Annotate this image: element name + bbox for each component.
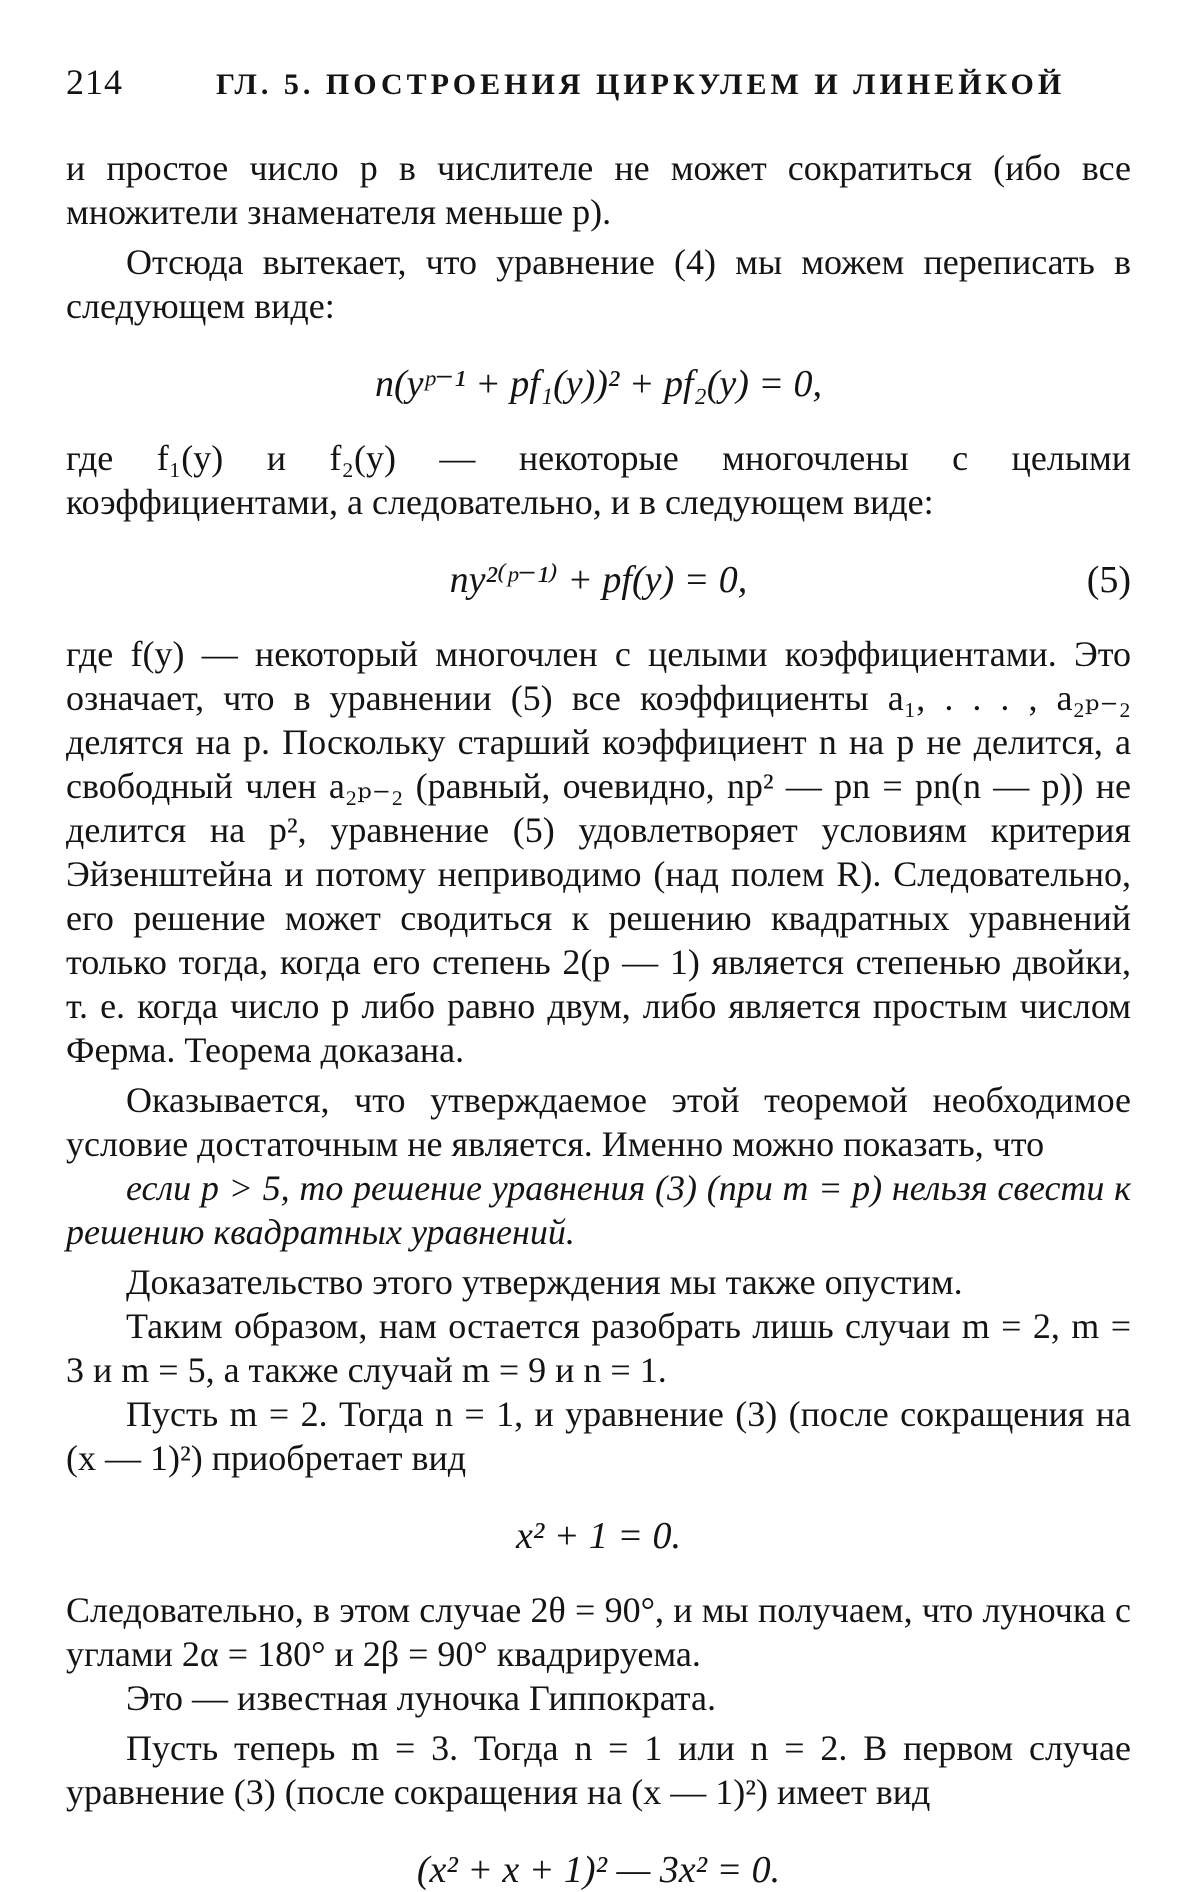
- paragraph-10: Следовательно, в этом случае 2θ = 90°, и мы получаем, что луночка с углами 2α = 180° и 2β = 90° квадрируема.: [66, 1590, 1131, 1674]
- paragraph-6-italic-statement: если p > 5, то решение уравнения (3) (при m = p) нельзя свести к решению квадратных уравнений.: [66, 1168, 1131, 1252]
- paragraph-8: Таким образом, нам остается разобрать лишь случаи m = 2, m = 3 и m = 5, а также случай m = 9 и n = 1.: [66, 1306, 1131, 1390]
- paragraph-7: Доказательство этого утверждения мы также опустим.: [126, 1262, 963, 1302]
- paragraph-11: Это — известная луночка Гиппократа.: [126, 1678, 716, 1718]
- paragraph-9: Пусть m = 2. Тогда n = 1, и уравнение (3) (после сокращения на (x — 1)²) приобретает вид: [66, 1394, 1131, 1478]
- paragraph-1: и простое число p в числителе не может сократиться (ибо все множители знаменателя меньше p).: [66, 148, 1131, 232]
- paragraph-2: Отсюда вытекает, что уравнение (4) мы можем переписать в следующем виде:: [66, 242, 1131, 326]
- equation-3-text: x² + 1 = 0.: [515, 1515, 682, 1557]
- equation-3: [66, 1514, 1131, 1558]
- book-page: [66, 60, 1131, 1891]
- equation-4: [66, 1848, 1131, 1892]
- page-header: [66, 60, 1131, 108]
- paragraph-3: где f₁(y) и f₂(y) — некоторые многочлены с целыми коэффициентами, а следовательно, и в следующем виде:: [66, 438, 1131, 522]
- equation-4-text: (x² + x + 1)² — 3x² = 0.: [416, 1849, 781, 1891]
- equation-5-number: (5): [1086, 559, 1131, 601]
- equation-5-text: ny²⁽ᵖ⁻¹⁾ + pf(y) = 0,: [449, 559, 748, 601]
- running-title: ГЛ. 5. ПОСТРОЕНИЯ ЦИРКУЛЕМ И ЛИНЕЙКОЙ: [216, 68, 1066, 101]
- paragraph-5: Оказывается, что утверждаемое этой теоремой необходимое условие достаточным не является. Именно можно показать, что: [66, 1080, 1131, 1164]
- equation-1-text: n(yᵖ⁻¹ + pf₁(y))² + pf₂(y) = 0,: [374, 363, 823, 405]
- paragraph-12: Пусть теперь m = 3. Тогда n = 1 или n = 2. В первом случае уравнение (3) (после сокращения на (x — 1)²) имеет вид: [66, 1728, 1131, 1812]
- paragraph-4: где f(y) — некоторый многочлен с целыми коэффициентами. Это означает, что в уравнении (5) все коэффициенты a₁, . . . , a₂ₚ₋₂ делятся на p. Поскольку старший коэффициент n на p не делится, а свободный член a₂ₚ₋₂ (равный, очевидно, np² — pn = pn(n — p)) не делится на p², уравнение (5) удовлетворяет условиям критерия Эйзенштейна и потому неприводимо (над полем R). Следовательно, его решение может сводиться к решению квадратных уравнений только тогда, когда его степень 2(p — 1) является степенью двойки, т. е. когда число p либо равно двум, либо является простым числом Ферма. Теорема доказана.: [66, 634, 1131, 1070]
- equation-1: [66, 362, 1131, 406]
- equation-5: [66, 558, 1131, 602]
- page-number: 214: [66, 62, 123, 102]
